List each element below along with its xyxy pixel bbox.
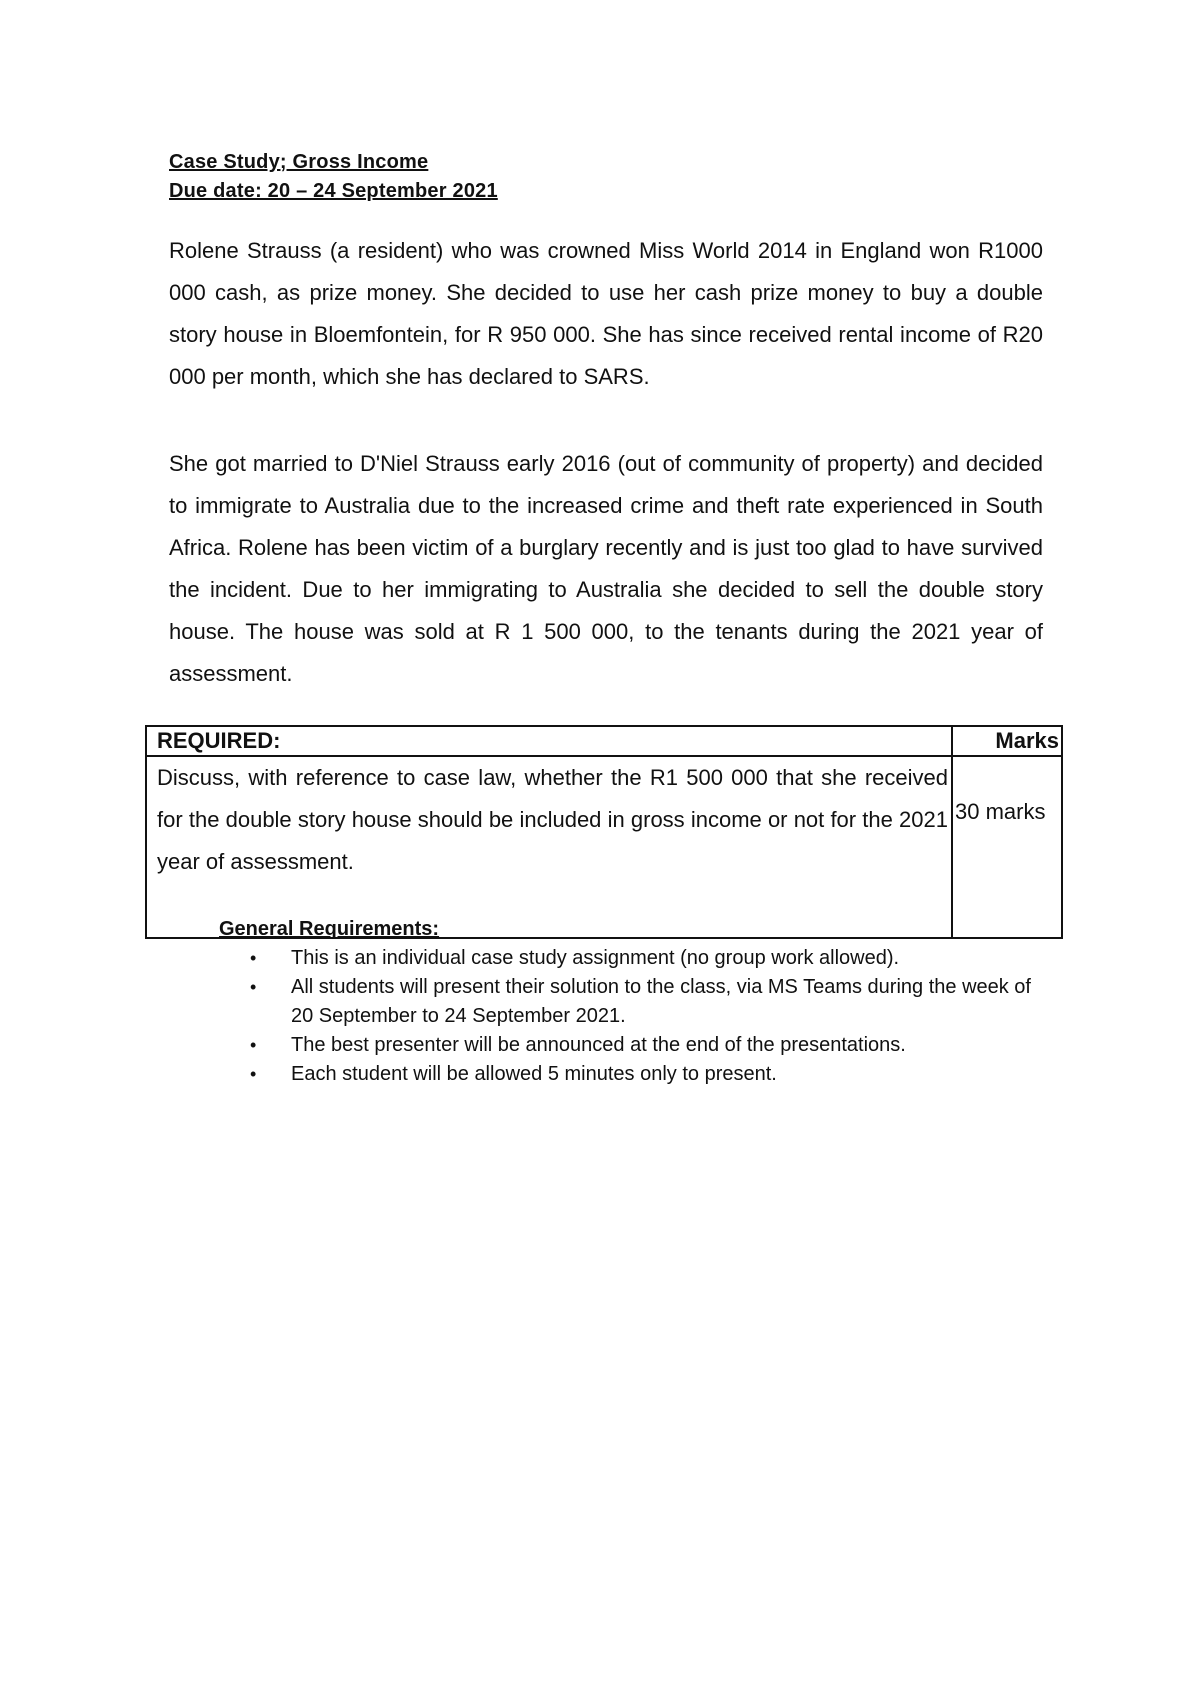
due-date: Due date: 20 – 24 September 2021 [169,180,498,202]
case-paragraph-2: She got married to D'Niel Strauss early 2016 (out of community of property) and decided to immigrate to Australia due to the increased crime and theft rate experienced in South Africa. Rolene has been victim of a burglary recently and is just too glad to have survived the incident. Due to her immigrating to Australia she decided to sell the double story house. The house was sold at R 1 500 000, to the tenants during the 2021 year of assessment. [169,451,1043,686]
list-item-text: This is an individual case study assignment (no group work allowed). [291,947,900,969]
bullet-icon: • [250,977,257,997]
bullet-icon: • [250,1035,257,1055]
list-item [248,1060,1048,1089]
list-item [248,973,1048,1031]
marks-header: Marks [952,726,1062,756]
required-table [145,725,1063,939]
general-requirements-title: General Requirements: [219,918,440,940]
list-item-text: The best presenter will be announced at the end of the presentations. [291,1034,906,1056]
case-study-title: Case Study; Gross Income [169,151,429,173]
required-table-row [146,756,1062,938]
required-table-header-row [146,726,1062,756]
bullet-icon: • [250,1064,257,1084]
required-marks: 30 marks [952,756,1062,938]
general-requirements-list [248,944,1048,1089]
list-item-text: Each student will be allowed 5 minutes only to present. [291,1063,777,1085]
list-item-text: All students will present their solution to the class, via MS Teams during the week of 20 September to 24 September 2021. [291,976,1031,1027]
required-question: Discuss, with reference to case law, whether the R1 500 000 that she received for the double story house should be included in gross income or not for the 2021 year of assessment. [146,756,952,938]
bullet-icon: • [250,948,257,968]
required-header: REQUIRED: [146,726,952,756]
case-paragraph-1: Rolene Strauss (a resident) who was crowned Miss World 2014 in England won R1000 000 cash, as prize money. She decided to use her cash prize money to buy a double story house in Bloemfontein, for R 950 000. She has since received rental income of R20 000 per month, which she has declared to SARS. [169,238,1043,389]
list-item [248,1031,1048,1060]
list-item [248,944,1048,973]
